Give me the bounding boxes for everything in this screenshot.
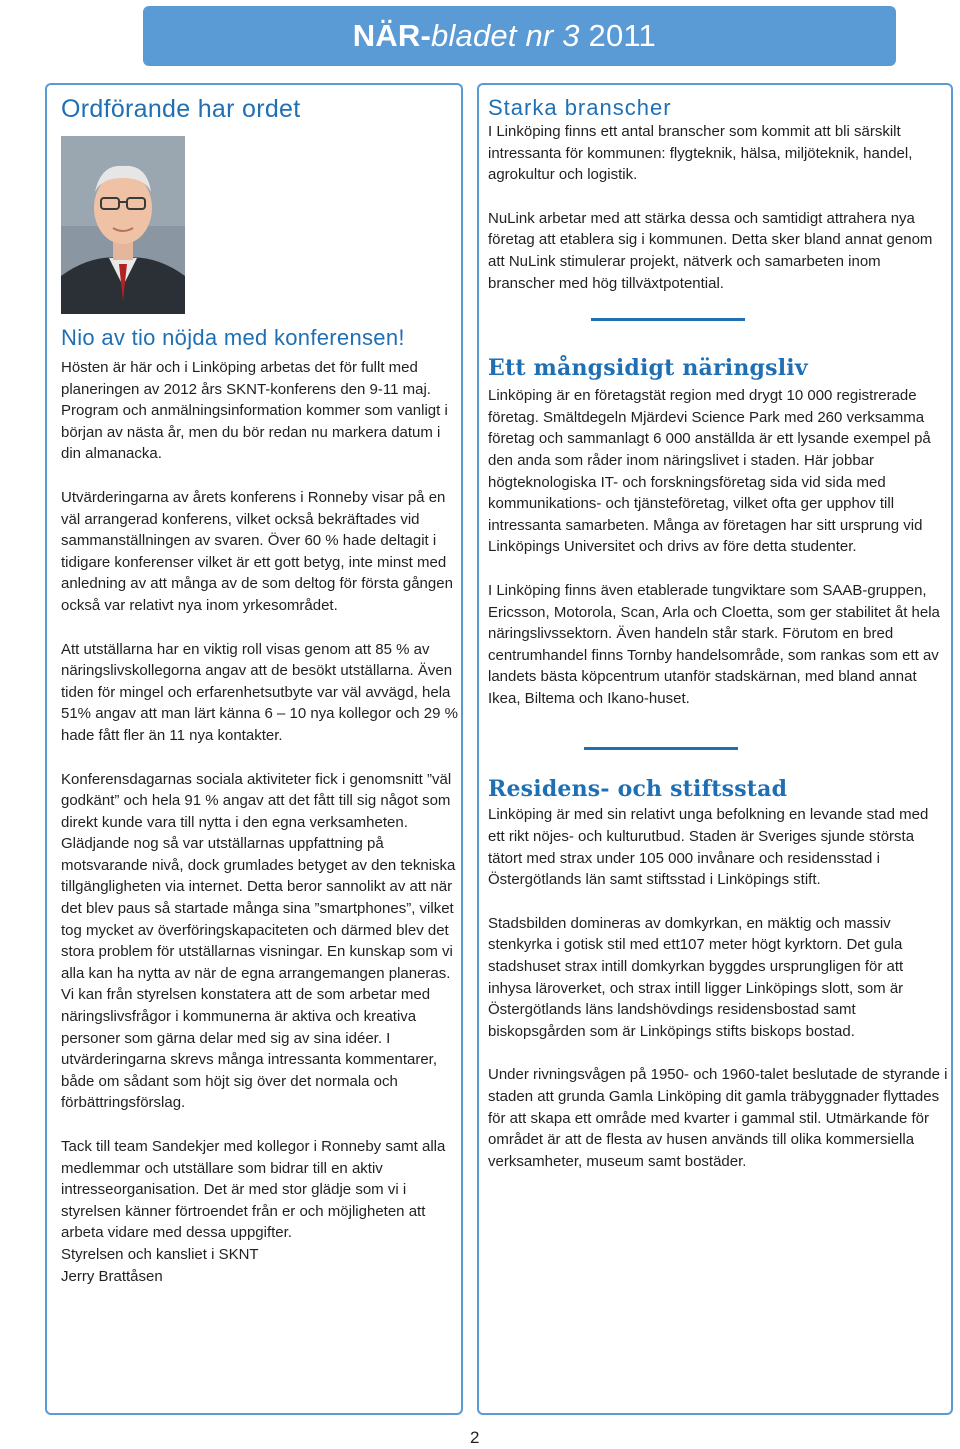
- signature-organisation: Styrelsen och kansliet i SKNT: [61, 1245, 259, 1263]
- signature-name: Jerry Brattåsen: [61, 1267, 163, 1285]
- section-heading: Starka branscher: [488, 95, 672, 120]
- body-paragraph: Stadsbilden domineras av domkyrkan, en mäktig och massiv stenkyrka i gotisk stil med ett107 meter högt kyrktorn. Det gula stadshuset strax intill domkyrkan byggdes ursprungligen för att inhysa läroverket, och strax intill ligger Linköpings slott, som är Östergötlands läns landshövdings residensbostad samt biskopsgården som är Linköpings stifts biskops bostad.: [488, 914, 904, 1040]
- body-paragraph: Konferensdagarnas sociala aktiviteter fick i genomsnitt ”väl godkänt” och hela 91 % angav att det fått till sig något som direkt kunde vara till nytta i den egna verksamheten.: [61, 770, 452, 831]
- left-column: [45, 83, 463, 1415]
- divider-rule: [591, 318, 745, 321]
- body-paragraph: Vi kan från styrelsen konstatera att de som arbetar med näringslivsfrågor i kommunerna är aktiva och kreativa personer som gärna delar med sig av sina idéer. I utvärderingarna skrevs många intressanta kommentarer, både om sådant som höjt sig över det normala och förbättringsförslag.: [61, 986, 438, 1112]
- right-column: [477, 83, 953, 1415]
- portrait-image: [61, 136, 185, 314]
- body-paragraph: Glädjande nog så var utställarnas uppfattning på motsvarande nivå, dock grumlades betyget av den tekniska tillgängligheten via internet. Detta beror sannolikt av att när det blev paus så startade många sina ”smartphones”, vilket tog mycket av överföringskapaciteten och därmed blev det stora problem för utställarnas visningar. En kunskap som vi alla kan ha nytta av när de egna arrangemangen planeras.: [61, 835, 456, 982]
- chairman-photo: [61, 136, 185, 314]
- page-number: 2: [470, 1428, 480, 1447]
- body-paragraph: I Linköping finns ett antal branscher som kommit att bli särskilt intressanta för kommunen: flygteknik, hälsa, miljöteknik, handel, agrokultur och logistik.: [488, 123, 913, 184]
- body-paragraph: Linköping är en företagstät region med drygt 10 000 registrerade företag. Smältdegeln Mjärdevi Science Park med 260 verksamma företag och sammanlagt 6 000 anställda är ett lysande exempel på den anda som råder inom näringslivet i staden. Här jobbar högteknologiska IT- och forskningsföretag sida vid sida med kommunikations- och tjänsteföretag, vilket ofta ger upphov till intressanta samarbeten. Många av företagen har sitt ursprung vid Linköpings Universitet och drivs av före detta studenter.: [488, 387, 931, 556]
- body-paragraph: Under rivningsvågen på 1950- och 1960-talet beslutade de styrande i staden att grunda Gamla Linköping dit gamla träbyggnader flyttades för att skapa ett område med kvarter i gammal stil. Utmärkande för området är att de flesta av husen används till olika kommersiella verksamheter, museum samt bostäder.: [488, 1066, 948, 1170]
- section-heading: Residens- och stiftsstad: [488, 776, 788, 803]
- body-paragraph: I Linköping finns även etablerade tungviktare som SAAB-gruppen, Ericsson, Motorola, Scan, Arla och Cloetta, som ger stabilitet åt hela näringslivssektorn. Även handeln står stark. Förutom en bred centrumhandel finns Tornby handelsområde, som rankas som ett av landets bästa köpcentrum utanför stadskärnan, med bland annat Ikea, Biltema och Ikano-huset.: [488, 581, 940, 707]
- body-paragraph: Tack till team Sandekjer med kollegor i Ronneby samt alla medlemmar och utställare som bidrar till en aktiv intresseorganisation. Det är med stor glädje som vi i styrelsen känner förtroendet från er och möjligheten att arbeta vidare med dessa uppgifter.: [61, 1138, 446, 1242]
- body-paragraph: NuLink arbetar med att stärka dessa och samtidigt attrahera nya företag att etablera sig i kommunen. Detta sker bland annat genom att NuLink stimulerar projekt, nätverk och samarbeten inom branscher med hög tillväxtpotential.: [488, 209, 933, 292]
- masthead-banner: [143, 6, 896, 66]
- newsletter-title: NÄR-bladet nr 3 2011: [352, 18, 656, 53]
- body-paragraph: Utvärderingarna av årets konferens i Ronneby visar på en väl arrangerad konferens, vilket också bekräftades vid sammanställningen av svaren. Över 60 % hade deltagit i tidigare konferenser vilket är ett gott betyg, inte minst med anledning av att många av de som deltog för första gången också var relativt nya inom yrkesområdet.: [61, 488, 453, 614]
- conference-subheading: Nio av tio nöjda med konferensen!: [61, 325, 405, 350]
- section-heading: Ett mångsidigt näringsliv: [488, 355, 808, 382]
- body-paragraph: Hösten är här och i Linköping arbetas det för fullt med planeringen av 2012 års SKNT-konferens den 9-11 maj. Program och anmälningsinformation kommer som vanligt i början av nästa år, men du bör redan nu markera datum i din almanacka.: [61, 359, 448, 463]
- body-paragraph: Linköping är med sin relativt unga befolkning en levande stad med ett rikt nöjes- och kulturutbud. Staden är Sveriges sjunde största tätort med strax under 105 000 invånare och residensstad i Östergötlands län samt stiftsstad i Linköpings stift.: [488, 806, 929, 889]
- divider-rule: [584, 747, 738, 750]
- body-paragraph: Att utställarna har en viktig roll visas genom att 85 % av näringslivskollegorna angav att de besökt utställarna. Även tiden för mingel och erfarenhetsutbyte var väl avvägd, hela 51% angav att man lärt känna 6 – 10 nya kollegor och 29 % hade fått fler än 11 nya kontakter.: [61, 640, 458, 744]
- chairman-heading: Ordförande har ordet: [61, 95, 301, 123]
